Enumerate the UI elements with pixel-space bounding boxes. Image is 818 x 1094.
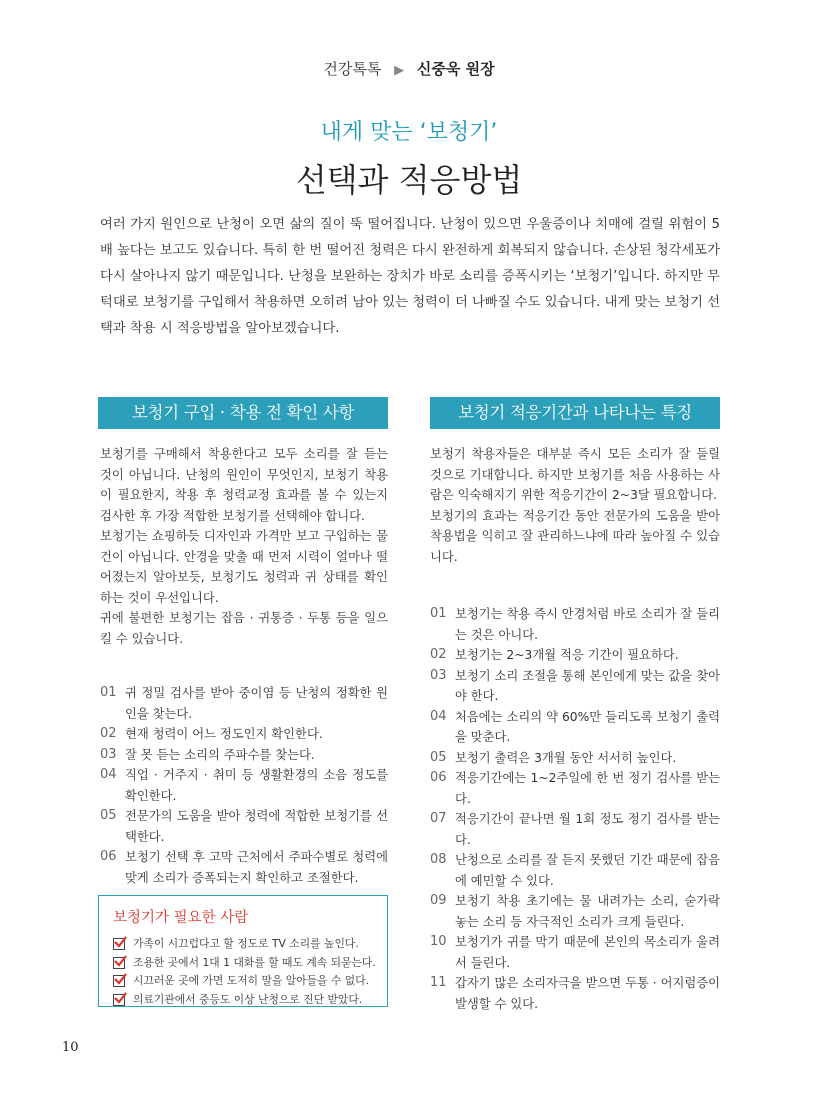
checkbox-checked-icon [113, 975, 125, 987]
checkbox-checked-icon [113, 994, 125, 1006]
item-number: 07 [430, 811, 447, 826]
right-paragraph: 보청기 착용자들은 대부분 즉시 모든 소리가 잘 들릴 것으로 기대합니다. 하지만 보청기를 처음 사용하는 사람은 익숙해지기 위한 적응기간이 2~3달 필요합니다. [430, 447, 720, 502]
item-number: 09 [430, 893, 447, 908]
checkbox-checked-icon [113, 957, 125, 969]
item-number: 10 [430, 934, 447, 949]
list-item [430, 768, 720, 809]
item-text: 적응기간에는 1~2주일에 한 번 정기 검사를 받는다. [455, 771, 720, 806]
left-paragraph: 보청기는 쇼핑하듯 디자인과 가격만 보고 구입하는 물건이 아닙니다. 안경을 맞출 때 먼저 시력이 얼마나 떨어졌는지 알아보듯, 보청기도 청력과 귀 상태를 확인하는 것이 우선입니다. [100, 529, 388, 605]
list-item [100, 806, 388, 847]
column-header [0, 58, 818, 79]
left-paragraph: 귀에 불편한 보청기는 잡음 · 귀통증 · 두통 등을 일으킬 수 있습니다. [100, 611, 388, 646]
item-number: 03 [100, 746, 117, 762]
author-name: 신중욱 원장 [416, 60, 495, 78]
item-number: 03 [430, 667, 447, 683]
item-text: 현재 청력이 어느 정도인지 확인한다. [125, 727, 323, 741]
right-paragraph: 보청기의 효과는 적응기간 동안 전문가의 도움을 받아 착용법을 익히고 잘 관리하느냐에 따라 높아질 수 있습니다. [430, 508, 720, 564]
checklist-row [113, 935, 373, 954]
left-intro [100, 444, 388, 649]
item-number: 08 [430, 852, 447, 867]
intro-paragraph: 여러 가지 원인으로 난청이 오면 삶의 질이 뚝 떨어집니다. 난청이 있으면 우울증이나 치매에 걸릴 위험이 5배 높다는 보고도 있습니다. 특히 한 번 떨어진 청력은 다시 완전하게 회복되지 않습니다. 손상된 청각세포가 다시 살아나지 않기 때문입니다. 난청을 보완하는 장치가 바로 소리를 증폭시키는 ‘보청기’입니다. 하지만 무턱대로 보청기를 구입해서 착용하면 오히려 남아 있는 청력이 더 나빠질 수도 있습니다. 내게 맞는 보청기 선택과 착용 시 적응방법을 알아보겠습니다. [100, 217, 720, 336]
left-checklist [100, 683, 388, 888]
article-title: 선택과 적응방법 [295, 161, 523, 199]
item-text: 보청기 출력은 3개월 동안 서서히 높인다. [455, 750, 677, 765]
item-text: 적응기간이 끝나면 월 1회 정도 정기 검사를 받는다. [455, 812, 720, 847]
item-number: 01 [430, 606, 447, 621]
checklist-text: 조용한 곳에서 1대 1 대화를 할 때도 계속 되묻는다. [133, 955, 376, 969]
checklist-row [113, 991, 373, 1010]
box-title: 보청기가 필요한 사람 [113, 910, 249, 926]
item-number: 06 [100, 849, 117, 864]
item-text: 보청기가 귀를 막기 때문에 본인의 목소리가 울려서 들린다. [455, 935, 720, 970]
item-text: 보청기 소리 조절을 통해 본인에게 맞는 값을 찾아야 한다. [455, 668, 720, 703]
checklist-text: 시끄러운 곳에 가면 도저히 말을 알아들을 수 없다. [133, 974, 370, 987]
item-number: 02 [100, 726, 117, 741]
item-number: 05 [430, 749, 447, 765]
page-number: 10 [62, 1040, 79, 1055]
list-item [100, 847, 388, 888]
list-item [100, 765, 388, 806]
item-number: 05 [100, 808, 117, 823]
checklist-row [113, 954, 376, 973]
right-checklist [430, 604, 720, 1014]
list-item [430, 973, 720, 1014]
checkbox-checked-icon [113, 938, 125, 950]
item-text: 보청기 착용 초기에는 물 내려가는 소리, 숟가락 놓는 소리 등 자극적인 소리가 크게 들린다. [455, 894, 720, 929]
list-item [430, 932, 720, 973]
item-number: 04 [430, 708, 447, 724]
item-number: 06 [430, 770, 447, 785]
left-paragraph: 보청기를 구매해서 착용한다고 모두 소리를 잘 듣는 것이 아닙니다. 난청의 원인이 무엇인지, 보청기 착용이 필요한지, 착용 후 청력교정 효과를 볼 수 있는지 검사한 후 가장 적합한 보청기를 선택해야 합니다. [100, 447, 388, 523]
list-item [430, 666, 720, 707]
list-item [430, 891, 720, 932]
list-item [430, 809, 720, 850]
list-item [430, 850, 720, 891]
list-item [430, 707, 720, 748]
item-text: 갑자기 많은 소리자극을 받으면 두통 · 어지럼증이 발생할 수 있다. [455, 976, 720, 1011]
list-item [100, 745, 388, 766]
item-text: 보청기는 착용 즉시 안경처럼 바로 소리가 잘 들리는 것은 아니다. [455, 607, 720, 642]
list-item [100, 724, 388, 745]
article-subtitle: 내게 맞는 ‘보청기’ [320, 120, 498, 145]
list-item [430, 748, 720, 769]
item-number: 11 [430, 975, 447, 990]
checklist-text: 의료기관에서 중등도 이상 난청으로 진단 받았다. [133, 992, 363, 1006]
need-checklist-box [98, 895, 388, 1007]
right-intro [430, 444, 720, 567]
checklist-text: 가족이 시끄럽다고 할 정도로 TV 소리를 높인다. [133, 937, 359, 950]
checklist-row [113, 972, 373, 991]
item-text: 직업 · 거주지 · 취미 등 생활환경의 소음 정도를 확인한다. [125, 768, 388, 803]
item-text: 전문가의 도움을 받아 청력에 적합한 보청기를 선택한다. [125, 809, 388, 844]
item-text: 처음에는 소리의 약 60%만 들리도록 보청기 출력을 맞춘다. [455, 709, 720, 744]
section-name: 건강톡톡 [323, 60, 382, 78]
item-text: 난청으로 소리를 잘 듣지 못했던 기간 때문에 잡음에 예민할 수 있다. [455, 853, 720, 888]
item-text: 잘 못 듣는 소리의 주파수를 찾는다. [125, 747, 315, 762]
item-number: 02 [430, 647, 447, 662]
triangle-arrow-icon: ▶ [394, 63, 405, 78]
list-item [430, 645, 720, 666]
item-text: 보청기는 2~3개월 적응 기간이 필요하다. [455, 648, 679, 662]
left-section-heading: 보청기 구입 · 착용 전 확인 사항 [98, 397, 388, 429]
item-number: 01 [100, 685, 117, 700]
item-text: 귀 정밀 검사를 받아 중이염 등 난청의 정확한 원인을 찾는다. [125, 686, 388, 721]
item-text: 보청기 선택 후 고막 근처에서 주파수별로 청력에 맞게 소리가 증폭되는지 확인하고 조절한다. [125, 850, 388, 885]
right-section-heading: 보청기 적응기간과 나타나는 특징 [430, 397, 720, 429]
list-item [100, 683, 388, 724]
item-number: 04 [100, 767, 117, 782]
list-item [430, 604, 720, 645]
